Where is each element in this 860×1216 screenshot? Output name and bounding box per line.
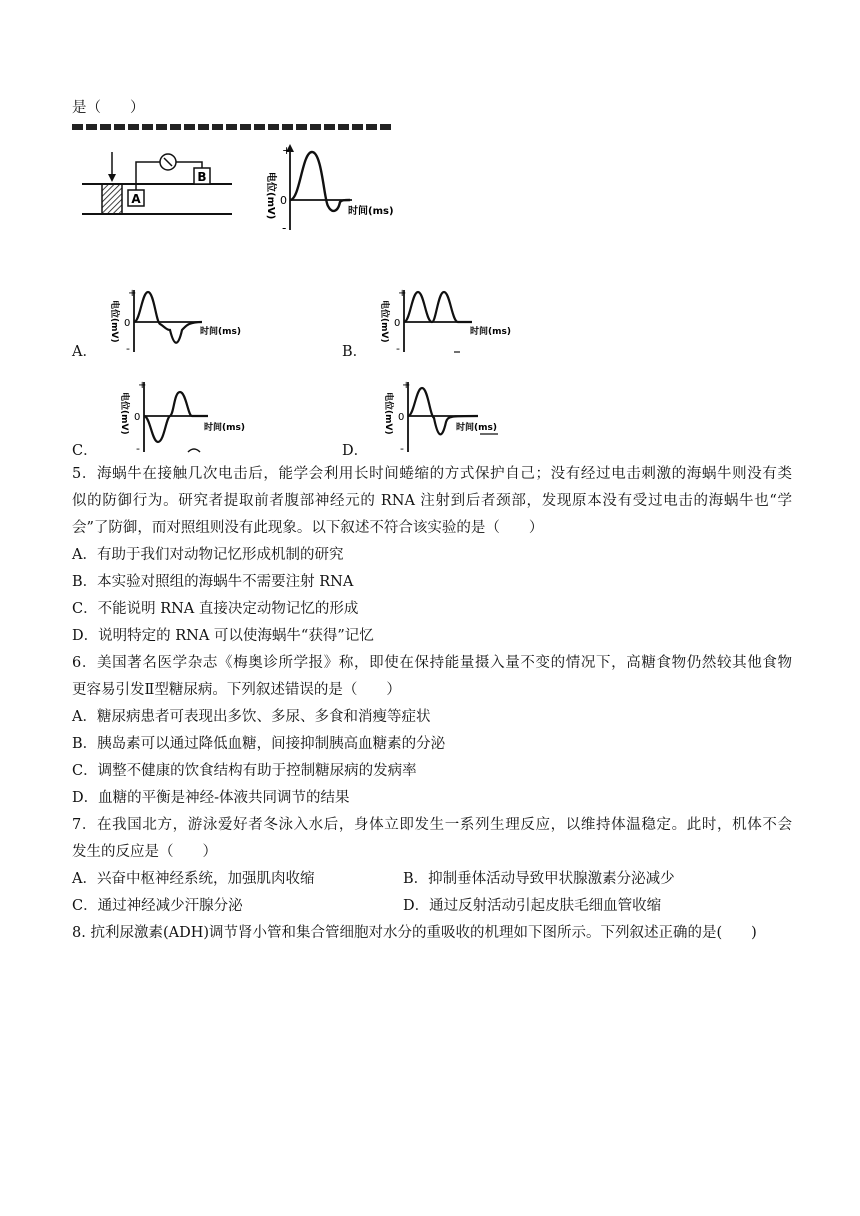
- svg-text:-: -: [126, 342, 130, 354]
- svg-text:时间(ms): 时间(ms): [200, 327, 241, 337]
- svg-text:0: 0: [124, 318, 131, 329]
- q4-option-c-label[interactable]: C．: [72, 443, 98, 459]
- action-potential-graph: [252, 142, 422, 234]
- y-axis-label: 电位(mV): [265, 172, 276, 220]
- nerve-fiber-diagram: [82, 148, 232, 228]
- svg-text:-: -: [282, 221, 287, 234]
- q5-stem-line-2: 似的防御行为。研究者提取前者腹部神经元的 RNA 注射到后者颈部，发现原本没有受过电击的海蜗牛也“学: [72, 493, 792, 509]
- electrode-b-label: B: [197, 170, 207, 184]
- q5-option-c[interactable]: C．不能说明 RNA 直接决定动物记忆的形成: [72, 601, 359, 617]
- q4-option-b-label[interactable]: B．: [342, 344, 368, 360]
- svg-text:电位(mV): 电位(mV): [109, 300, 119, 343]
- svg-text:-: -: [136, 442, 140, 454]
- q7-stem-line-1: 7．在我国北方，游泳爱好者冬泳入水后，身体立即发生一系列生理反应，以维持体温稳定。此时，机体不会: [72, 817, 792, 833]
- svg-text:+: +: [282, 144, 292, 157]
- q7-option-d[interactable]: D．通过反射活动引起皮肤毛细血管收缩: [403, 898, 662, 914]
- svg-text:0: 0: [398, 412, 405, 423]
- q7-option-b[interactable]: B．抑制垂体活动导致甲状腺激素分泌减少: [403, 871, 675, 887]
- q5-option-b[interactable]: B．本实验对照组的海蜗牛不需要注射 RNA: [72, 574, 354, 590]
- cropped-text-fragment: [72, 122, 402, 130]
- q6-option-a[interactable]: A．糖尿病患者可表现出多饮、多尿、多食和消瘦等症状: [72, 709, 431, 725]
- option-d-graph: [374, 378, 544, 454]
- svg-text:电位(mV): 电位(mV): [379, 300, 389, 343]
- svg-text:+: +: [402, 380, 411, 391]
- svg-text:-: -: [396, 342, 400, 354]
- q7-option-a[interactable]: A．兴奋中枢神经系统，加强肌肉收缩: [72, 871, 315, 887]
- q4-option-d-label[interactable]: D．: [342, 443, 369, 459]
- svg-text:0: 0: [280, 194, 287, 207]
- svg-text:+: +: [138, 380, 147, 391]
- q5-stem-line-1: 5．海蜗牛在接触几次电击后，能学会利用长时间蜷缩的方式保护自己；没有经过电击刺激的海蜗牛则没有类: [72, 466, 792, 482]
- svg-text:+: +: [128, 288, 137, 299]
- q6-option-b[interactable]: B．胰岛素可以通过降低血糖，间接抑制胰高血糖素的分泌: [72, 736, 446, 752]
- svg-text:电位(mV): 电位(mV): [119, 392, 129, 435]
- q7-option-c[interactable]: C．通过神经减少汗腺分泌: [72, 898, 243, 914]
- svg-text:时间(ms): 时间(ms): [470, 327, 511, 337]
- svg-text:时间(ms): 时间(ms): [456, 423, 497, 433]
- svg-text:-: -: [400, 442, 404, 454]
- q7-stem-line-2: 发生的反应是（ ）: [72, 844, 217, 860]
- q6-stem-line-2: 更容易引发Ⅱ型糖尿病。下列叙述错误的是（ ）: [72, 682, 401, 698]
- q5-stem-line-3: 会”了防御，而对照组则没有此现象。以下叙述不符合该实验的是（ ）: [72, 520, 544, 536]
- q6-option-d[interactable]: D．血糖的平衡是神经-体液共同调节的结果: [72, 790, 350, 806]
- x-axis-label: 时间(ms): [348, 206, 394, 217]
- q6-stem-line-1: 6．美国著名医学杂志《梅奥诊所学报》称，即使在保持能量摄入量不变的情况下，高糖食物仍然较其他食物: [72, 655, 792, 671]
- q5-option-d[interactable]: D．说明特定的 RNA 可以使海蜗牛“获得”记忆: [72, 628, 374, 644]
- q4-option-a-label[interactable]: A．: [72, 344, 97, 360]
- svg-text:+: +: [398, 288, 407, 299]
- svg-text:0: 0: [394, 318, 401, 329]
- q5-option-a[interactable]: A．有助于我们对动物记忆形成机制的研究: [72, 547, 344, 563]
- svg-text:时间(ms): 时间(ms): [204, 423, 245, 433]
- electrode-a-label: A: [131, 192, 141, 206]
- q6-option-c[interactable]: C．调整不健康的饮食结构有助于控制糖尿病的发病率: [72, 763, 417, 779]
- option-a-graph: [104, 286, 274, 354]
- option-b-graph: [374, 286, 544, 354]
- option-c-graph: [104, 378, 274, 454]
- q4-stem-tail: 是（ ）: [72, 100, 145, 116]
- q8-stem: 8. 抗利尿激素(ADH)调节肾小管和集合管细胞对水分的重吸收的机理如下图所示。下列叙述正确的是( ): [72, 925, 757, 941]
- svg-text:电位(mV): 电位(mV): [383, 392, 393, 435]
- svg-text:0: 0: [134, 412, 141, 423]
